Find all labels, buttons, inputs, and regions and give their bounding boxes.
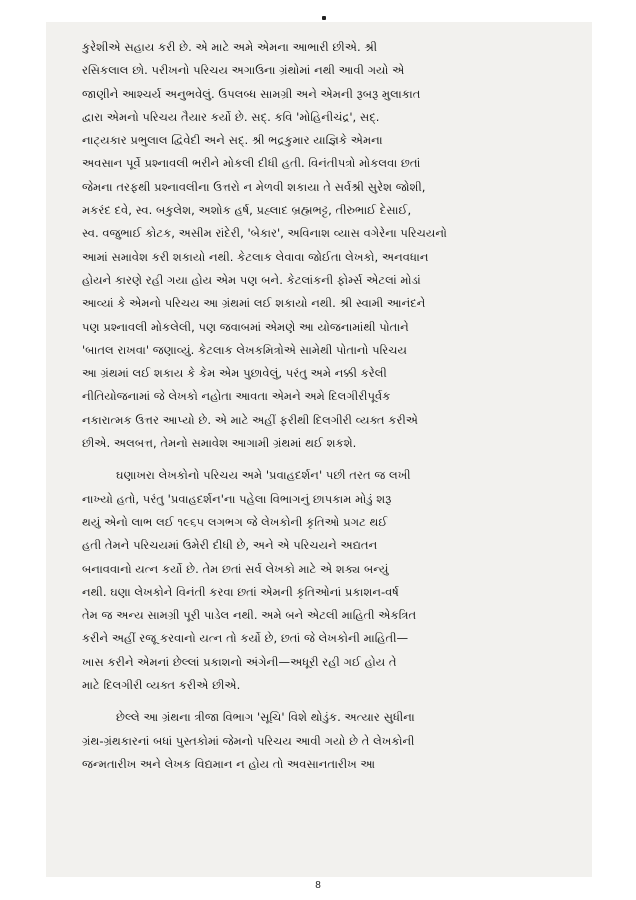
text-line: જેમના તરફથી પ્રશ્નાવલીના ઉત્તરો ન મેળવી શકાયા તે સર્વશ્રી સુરેશ જોશી, [82,179,426,194]
text-line: નાખ્યો હતો, પરંતુ 'પ્રવાહદર્શન'ના પહેલા વિભાગનું છાપકામ મોડું શરૂ [82,491,392,506]
text-line: આવ્યાં કે એમનો પરિચય આ ગ્રંથમાં લઈ શકાયો નથી. શ્રી સ્વામી આનંદને [82,296,426,311]
text-line: છેલ્લે આ ગ્રંથના ત્રીજા વિભાગ 'સૂચિ' વિશે થોડુંક. અત્યાર સુધીના [116,710,415,725]
paragraph [82,464,558,697]
text-line: અવસાન પૂર્વે પ્રશ્નાવલી ભરીને મોકલી દીધી હતી. વિનંતીપત્રો મોકલવા છતાં [82,156,421,171]
paragraph-gap [82,697,558,706]
text-line: છીએ. અલબત્ત, તેમનો સમાવેશ આગામી ગ્રંથમાં થઈ શકશે. [82,436,357,451]
text-line: રસિકલાલ છો. પરીખનો પરિચય અગાઉના ગ્રંથોમાં નથી આવી ગયો એ [82,63,405,78]
text-line: કરીને અહીં રજૂ કરવાનો યત્ન તો કર્યો છે, છતાં જે લેખકોની માહિતી— [82,631,409,646]
text-line: ખાસ કરીને એમનાં છેલ્લાં પ્રકાશનો અંગેની—અધૂરી રહી ગઈ હોય તે [82,654,397,669]
text-line: નાટ્યકાર પ્રભુલાલ દ્વિવેદી અને સદ્. શ્રી ભદ્રકુમાર યાજ્ઞિકે એમના [82,133,383,148]
text-line: જાણીને આશ્ચર્ય અનુભવેલું. ઉપલબ્ધ સામગ્રી અને એમની રૂબરૂ મુલાકાત [82,86,421,101]
text-line: 'બાતલ રાખવા' જણાવ્યું. કેટલાક લેખકમિત્રોએ સામેથી પોતાનો પરિચય [82,342,408,357]
text-line: આમાં સમાવેશ કરી શકાયો નથી. કેટલાક લેવાવા જોઈતા લેખકો, અનવધાન [82,249,429,264]
text-line: નીતિયોજનામાં જે લેખકો નહોતા આવતા એમને અમે દિલગીરીપૂર્વક [82,389,391,404]
text-line: સ્વ. વજુભાઈ કોટક, અસીમ રાંદેરી, 'બેકાર', અવિનાશ વ્યાસ વગેરેના પરિચયનો [82,226,447,241]
page-number: 8 [315,880,321,891]
text-line: જન્મતારીખ અને લેખક વિદ્યમાન ન હોય તો અવસાનતારીખ આ [82,756,376,771]
text-line: મકરંદ દવે, સ્વ. બકુલેશ, અશોક હર્ષ, પ્રહ્લાદ બ્રહ્મભટ્ટ, તીરુભાઈ દેસાઈ, [82,203,412,218]
text-line: બનાવવાનો યત્ન કર્યો છે. તેમ છતાં સર્વ લેખકો માટે એ શક્ય બન્યું [82,561,389,576]
text-line: કુરેશીએ સહાય કરી છે. એ માટે અમે એમના આભારી છીએ. શ્રી [82,40,378,54]
paragraph [82,36,558,455]
top-ink-mark [322,16,326,20]
text-line: ગ્રંથ-ગ્રંથકારનાં બધાં પુસ્તકોમાં જેમનો પરિચય આવી ગયો છે તે લેખકોની [82,733,415,748]
text-line: નકારાત્મક ઉત્તર આપ્યો છે. એ માટે અહીં ફરીથી દિલગીરી વ્યક્ત કરીએ [82,412,419,427]
text-line: તેમ જ અન્ય સામગ્રી પૂરી પાડેલ નથી. અમે બને એટલી માહિતી એકત્રિત [82,608,417,623]
paragraph-gap [82,455,558,464]
text-line: દ્વારા એમનો પરિચય તૈયાર કર્યો છે. સદ્. કવિ 'મોહિનીચંદ્ર', સદ્. [82,109,380,124]
text-line: ઘણાખરા લેખકોનો પરિચય અમે 'પ્રવાહદર્શન' પછી તરત જ લખી [116,468,411,483]
text-line: નથી. ઘણા લેખકોને વિનંતી કરવા છતાં એમની કૃતિઓનાં પ્રકાશન-વર્ષ [82,584,399,599]
text-line: આ ગ્રંથમાં લઈ શકાય કે કેમ એમ પુછાવેલું, પરંતુ અમે નક્કી કરેલી [82,366,387,381]
text-line: પણ પ્રશ્નાવલી મોકલેલી, પણ જવાબમાં એમણે આ યોજનામાંથી પોતાને [82,319,409,334]
paragraph [82,706,558,776]
scanned-page [46,22,592,877]
text-line: માટે દિલગીરી વ્યક્ત કરીએ છીએ. [82,678,241,693]
text-line: હોયને કારણે રહી ગયા હોય એમ પણ બને. કેટલાંકની ફોર્મ્સ એટલાં મોડાં [82,272,421,287]
text-line: હતી તેમને પરિચયમાં ઉમેરી દીધી છે, અને એ પરિચયને અદ્યતન [82,538,378,553]
text-line: થયું એનો લાભ લઈ ૧૯૬૫ લગભગ જે લેખકોની કૃતિઓ પ્રગટ થઈ [82,514,388,529]
